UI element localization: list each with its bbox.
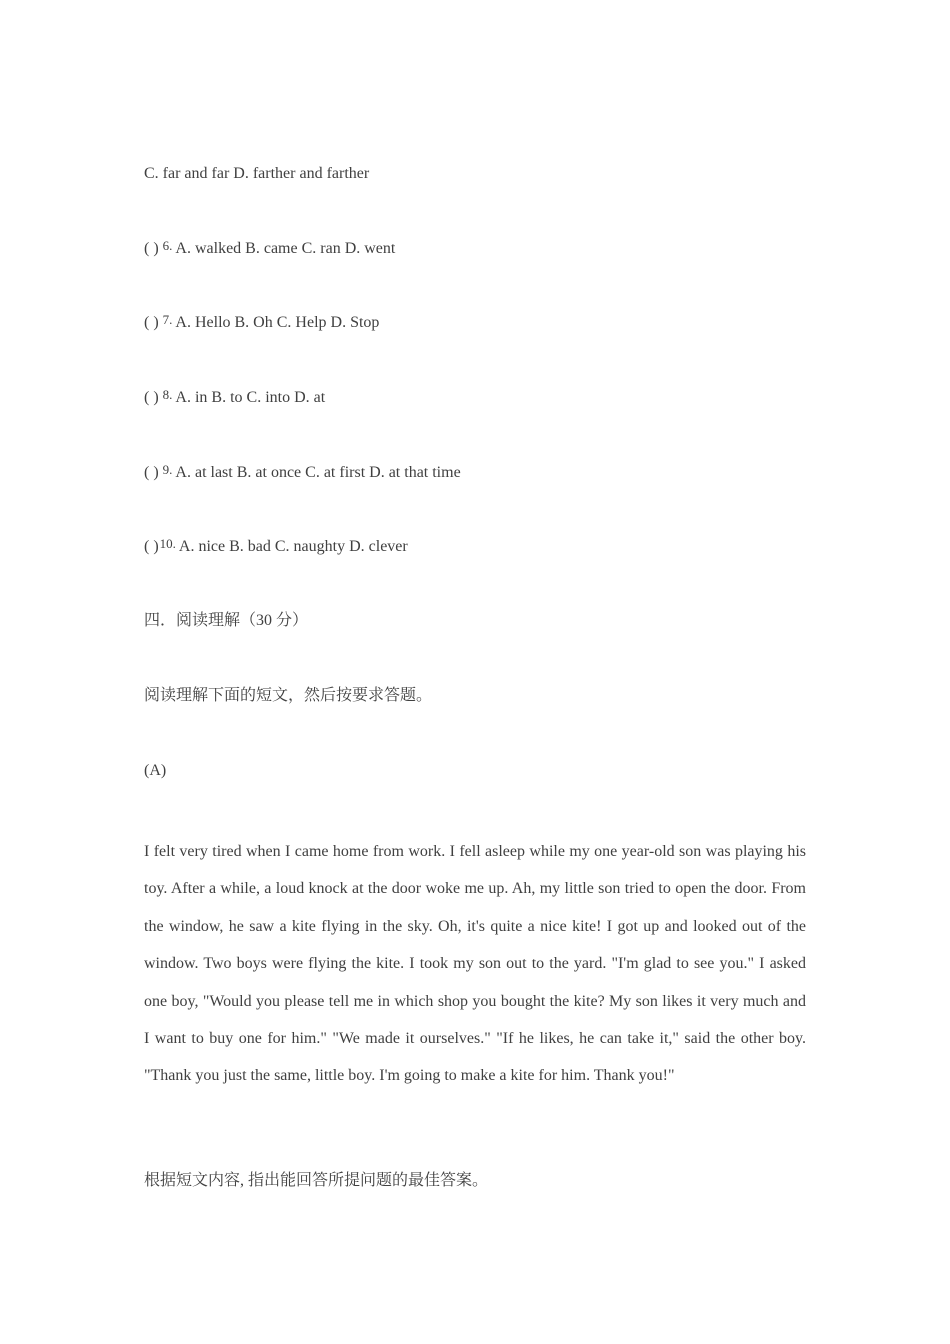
answer-blank: ( ) <box>144 389 159 406</box>
question-options: A. nice B. bad C. naughty D. clever <box>178 538 408 555</box>
question-options: A. in B. to C. into D. at <box>175 389 326 406</box>
question-number: 9. <box>162 462 173 477</box>
answer-blank: ( ) <box>144 538 159 555</box>
question-7 <box>144 313 379 333</box>
question-options: A. Hello B. Oh C. Help D. Stop <box>175 314 380 331</box>
section-heading: 四．阅读理解（30 分） <box>144 612 309 629</box>
question-options: A. at last B. at once C. at first D. at that time <box>175 464 461 481</box>
question-options: A. walked B. came C. ran D. went <box>175 240 396 257</box>
question-6 <box>144 239 395 259</box>
question-8 <box>144 388 325 408</box>
question-9 <box>144 463 461 483</box>
question-number: 6. <box>162 238 173 253</box>
answer-blank: ( ) <box>144 464 159 481</box>
answer-blank: ( ) <box>144 314 159 331</box>
prev-question-options: C. far and far D. farther and farther <box>144 165 370 182</box>
question-10 <box>144 537 408 557</box>
passage-text: I felt very tired when I came home from work. I fell asleep while my one year-old son was playing his toy. After a while, a loud knock at the door woke me up. Ah, my little son tried to open the door. From the window, he saw a kite flying in the sky. Oh, it's quite a nice kite! I got up and looked out of the window. Two boys were flying the kite. I took my son out to the yard. "I'm glad to see you." I asked one boy, "Would you please tell me in which shop you bought the kite? My son likes it very much and I want to buy one for him." "We made it ourselves." "If he likes, he can take it," said the other boy. "Thank you just the same, little boy. I'm going to make a kite for him. Thank you!" <box>144 843 806 1085</box>
question-instruction: 根据短文内容, 指出能回答所提问题的最佳答案。 <box>144 1172 489 1189</box>
passage-label: (A) <box>144 762 167 779</box>
section-instruction: 阅读理解下面的短文，然后按要求答题。 <box>144 687 433 704</box>
question-number: 10. <box>159 536 176 551</box>
question-number: 7. <box>162 312 173 327</box>
question-number: 8. <box>162 387 173 402</box>
answer-blank: ( ) <box>144 240 159 257</box>
